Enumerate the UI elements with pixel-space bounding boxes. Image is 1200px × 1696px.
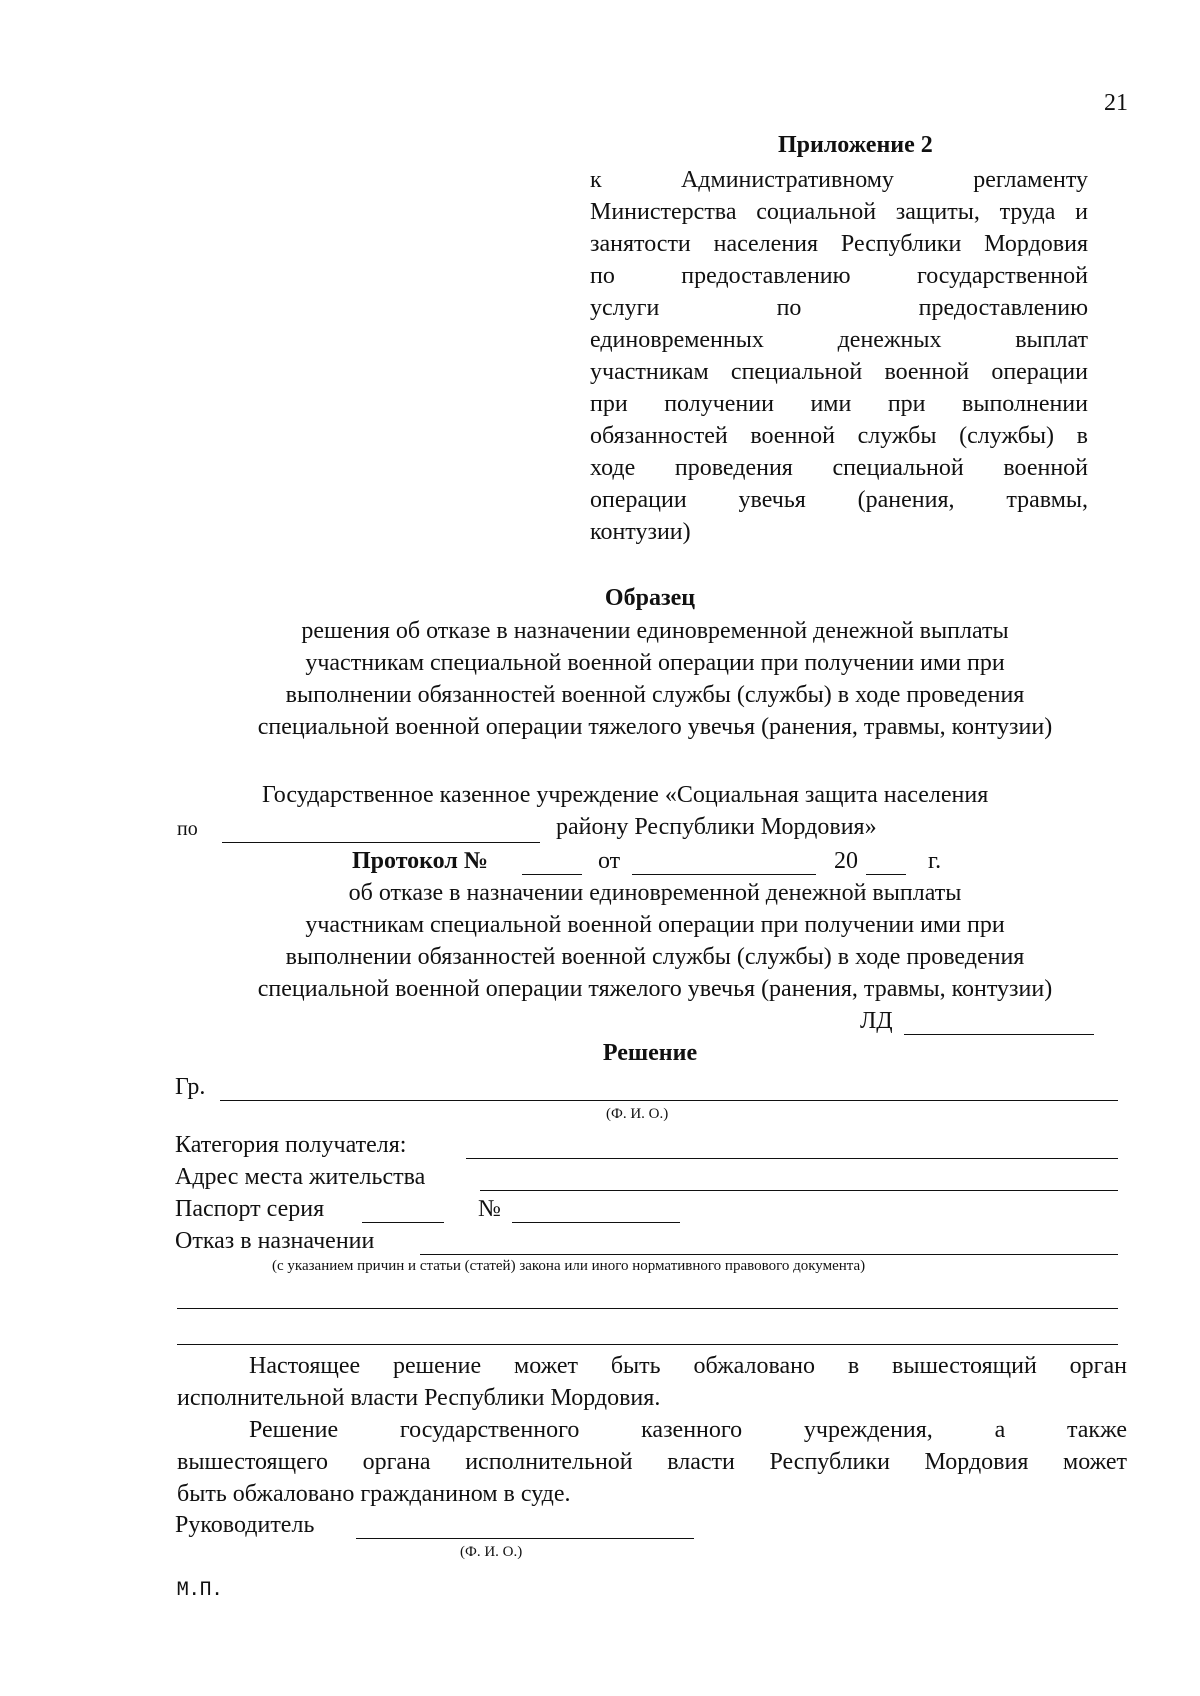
page-number: 21 — [1104, 90, 1128, 116]
appeal-p1-line-2: исполнительной власти Республики Мордовия. — [177, 1385, 661, 1411]
citizen-field[interactable] — [220, 1100, 1118, 1101]
head-fio-hint: (Ф. И. О.) — [460, 1544, 523, 1560]
appendix-body — [590, 164, 1088, 548]
institution-suffix: району Республики Мордовия» — [556, 814, 877, 840]
ld-label: ЛД — [860, 1008, 893, 1034]
protocol-year-suffix: г. — [928, 848, 942, 874]
appendix-line: услуги по предоставлению — [590, 295, 1088, 321]
passport-series-field[interactable] — [362, 1222, 444, 1223]
protocol-date-field[interactable] — [632, 874, 816, 875]
protocol-number-field[interactable] — [522, 874, 582, 875]
appendix-line: по предоставлению государственной — [590, 263, 1088, 289]
protocol-label: Протокол № — [352, 848, 488, 874]
appendix-line: операции увечья (ранения, травмы, — [590, 487, 1088, 513]
appeal-paragraph-1 — [177, 1350, 1127, 1414]
sample-line-2: участникам специальной военной операции при получении ими при — [305, 650, 1005, 676]
appeal-p2-line-3: быть обжаловано гражданином в суде. — [177, 1481, 571, 1507]
citizen-label: Гр. — [175, 1074, 206, 1100]
protocol-line-3: выполнении обязанностей военной службы (службы) в ходе проведения — [285, 944, 1025, 970]
institution-line-1: Государственное казенное учреждение «Социальная защита населения — [262, 782, 989, 808]
appeal-p1-line-1: Настоящее решение может быть обжаловано в вышестоящий орган — [249, 1353, 1127, 1379]
appendix-line: ходе проведения специальной военной — [590, 455, 1088, 481]
appendix-line: к Административному регламенту — [590, 167, 1088, 193]
protocol-line-1: об отказе в назначении единовременной денежной выплаты — [348, 880, 962, 906]
appendix-line: при получении ими при выполнении — [590, 391, 1088, 417]
appeal-p2-line-1: Решение государственного казенного учреждения, а также — [249, 1417, 1127, 1443]
sample-line-4: специальной военной операции тяжелого увечья (ранения, травмы, контузии) — [257, 714, 1053, 740]
passport-number-label: № — [478, 1196, 501, 1222]
refusal-label: Отказ в назначении — [175, 1228, 375, 1254]
passport-number-field[interactable] — [512, 1222, 680, 1223]
appendix-line: обязанностей военной службы (службы) в — [590, 423, 1088, 449]
passport-label: Паспорт серия — [175, 1196, 325, 1222]
appendix-line: контузии) — [590, 519, 691, 545]
head-signature-field[interactable] — [356, 1538, 694, 1539]
category-label: Категория получателя: — [175, 1132, 407, 1158]
citizen-fio-hint: (Ф. И. О.) — [606, 1106, 669, 1122]
ld-field[interactable] — [904, 1034, 1094, 1035]
category-field[interactable] — [466, 1158, 1118, 1159]
refusal-hint: (с указанием причин и статьи (статей) закона или иного нормативного правового документа) — [272, 1258, 866, 1274]
appendix-line: Министерства социальной защиты, труда и — [590, 199, 1088, 225]
head-label: Руководитель — [175, 1512, 315, 1538]
decision-title: Решение — [602, 1040, 698, 1066]
appendix-line: единовременных денежных выплат — [590, 327, 1088, 353]
protocol-year: 20 — [834, 848, 858, 874]
protocol-line-2: участникам специальной военной операции при получении ими при — [305, 912, 1005, 938]
address-field[interactable] — [480, 1190, 1118, 1191]
stamp-place: М.П. — [177, 1578, 223, 1600]
appeal-p2-line-2: вышестоящего органа исполнительной власти Республики Мордовия может — [177, 1449, 1127, 1475]
appendix-line: участникам специальной военной операции — [590, 359, 1088, 385]
institution-prefix: по — [177, 818, 198, 840]
sample-line-1: решения об отказе в назначении единовременной денежной выплаты — [301, 618, 1009, 644]
refusal-extra-line-2[interactable] — [177, 1344, 1118, 1345]
refusal-field[interactable] — [420, 1254, 1118, 1255]
appendix-line: занятости населения Республики Мордовия — [590, 231, 1088, 257]
sample-title: Образец — [604, 585, 696, 611]
address-label: Адрес места жительства — [175, 1164, 426, 1190]
appendix-title: Приложение 2 — [778, 132, 933, 158]
sample-line-3: выполнении обязанностей военной службы (службы) в ходе проведения — [285, 682, 1025, 708]
appeal-paragraph-2 — [177, 1414, 1127, 1510]
district-field[interactable] — [222, 842, 540, 843]
protocol-from: от — [598, 848, 621, 874]
protocol-line-4: специальной военной операции тяжелого увечья (ранения, травмы, контузии) — [257, 976, 1053, 1002]
protocol-year-field[interactable] — [866, 874, 906, 875]
refusal-extra-line-1[interactable] — [177, 1308, 1118, 1309]
